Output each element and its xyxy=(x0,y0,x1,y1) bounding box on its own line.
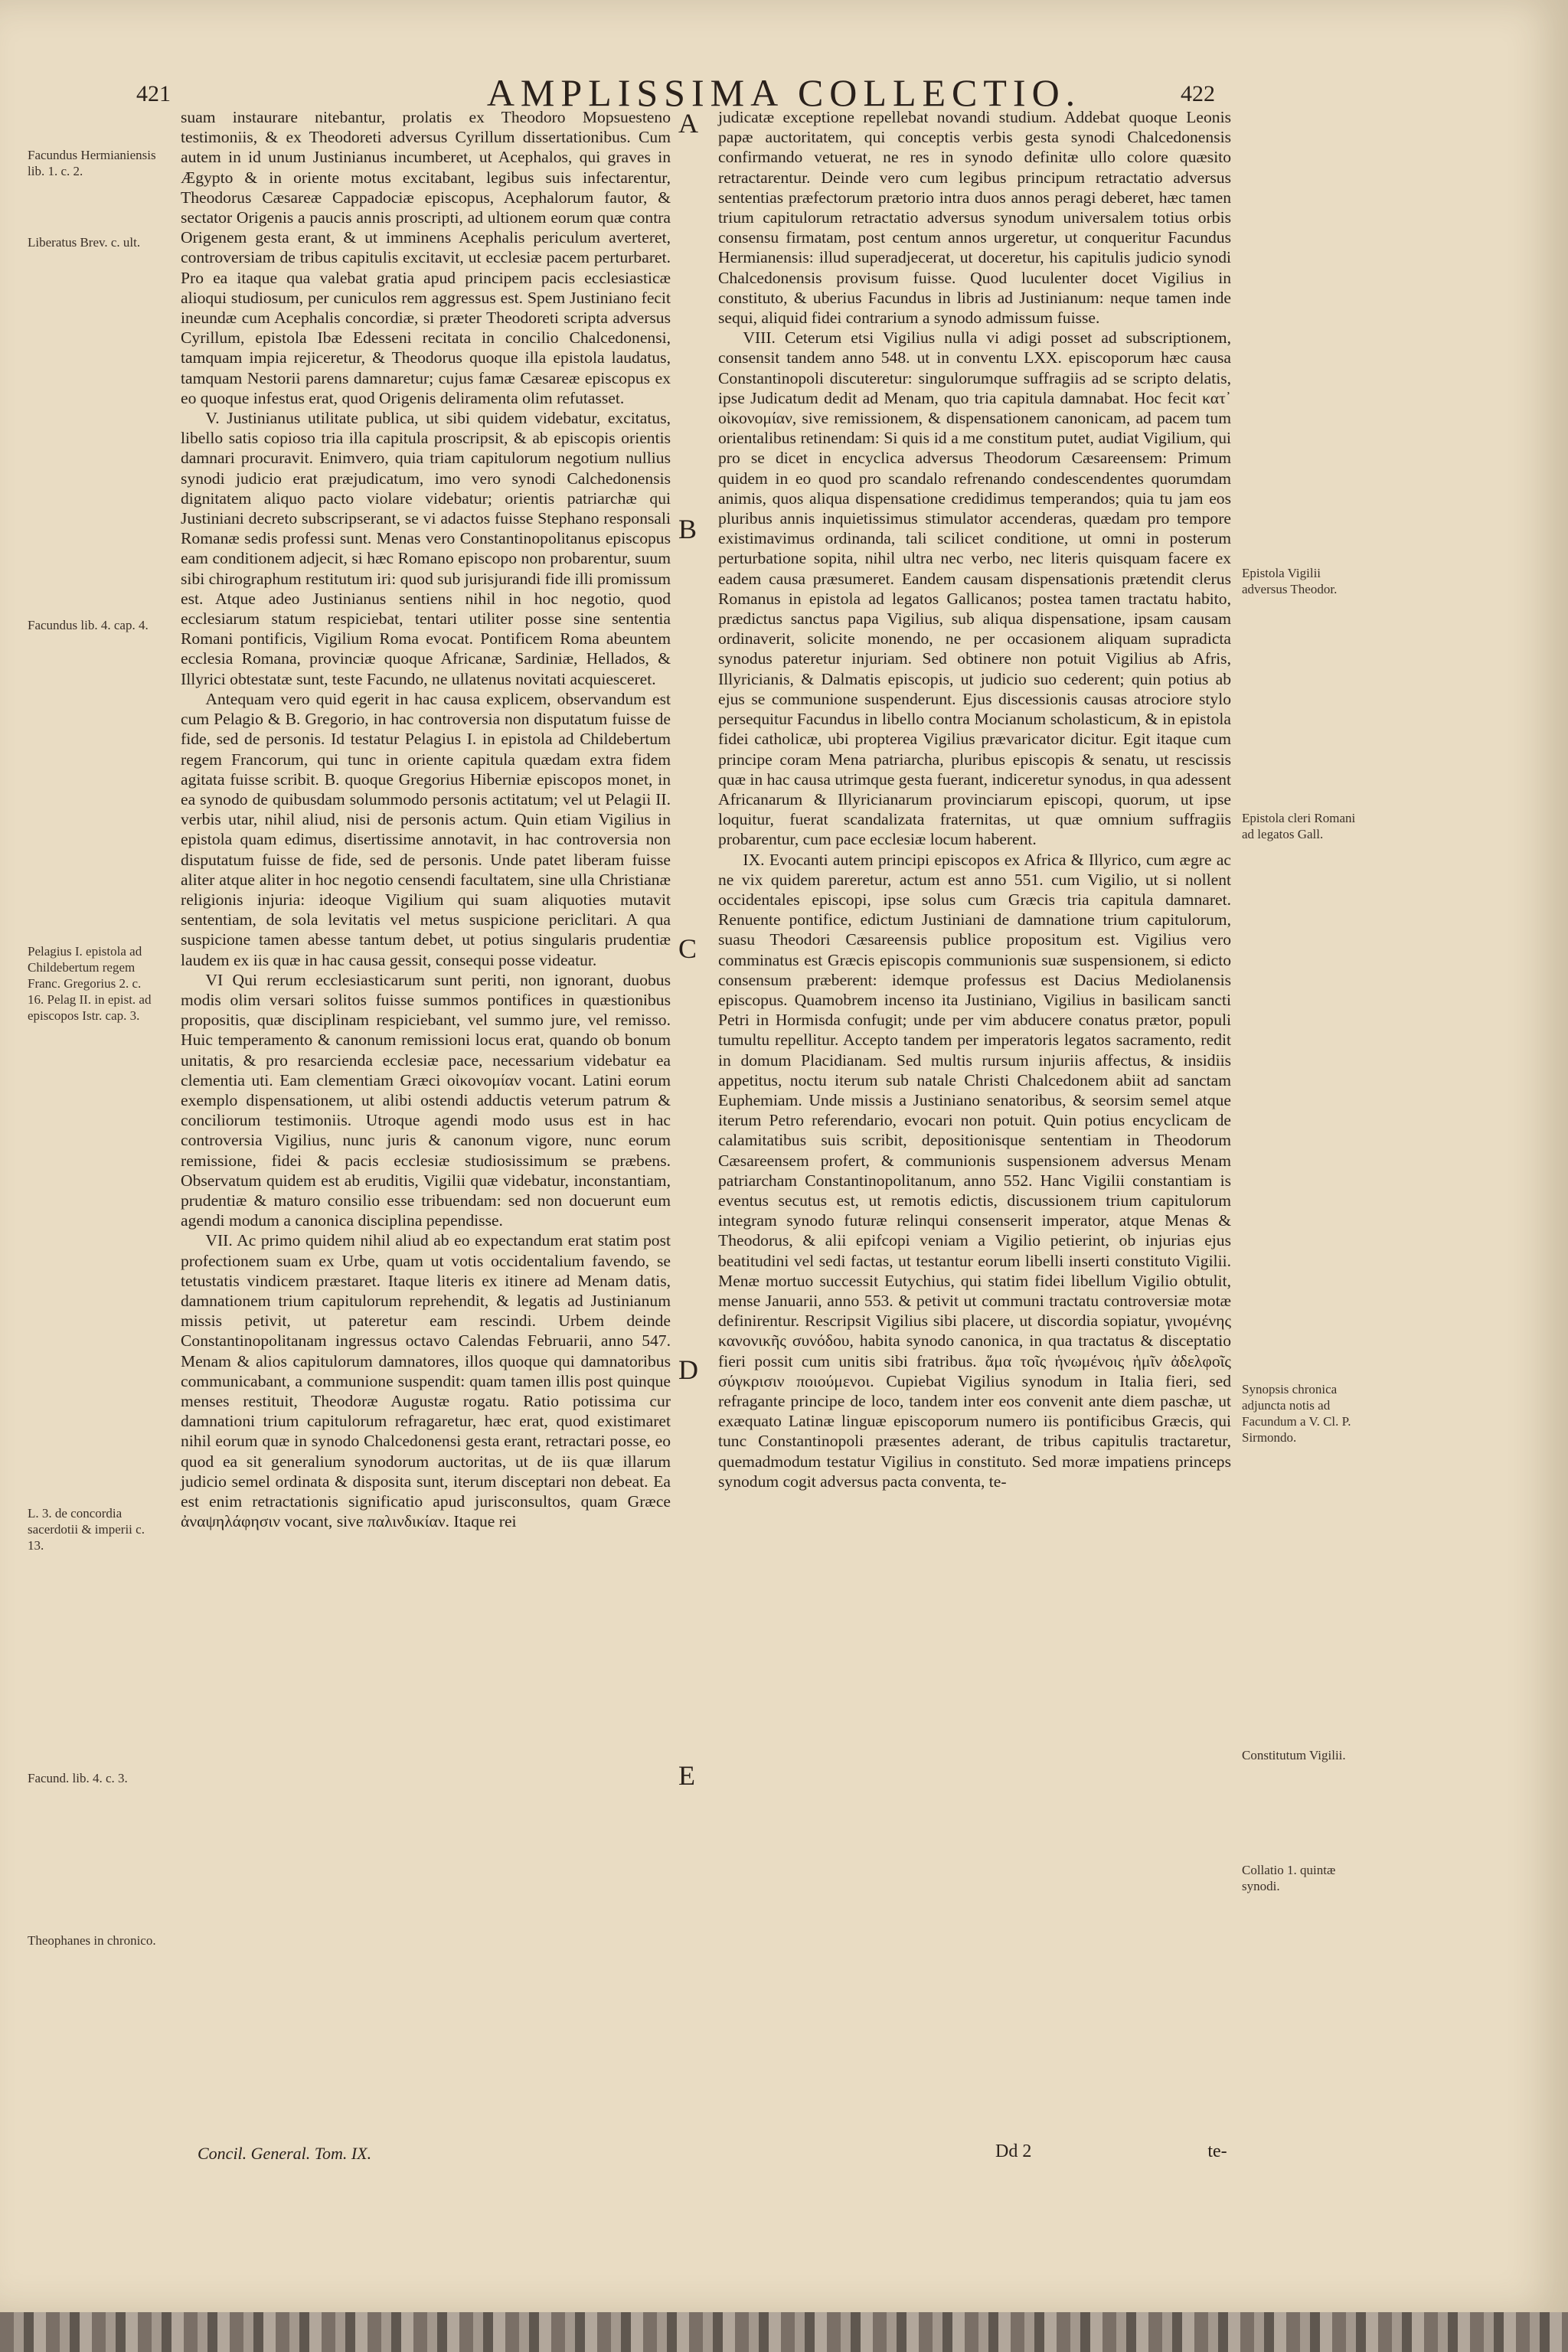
margin-note: Synopsis chronica adjuncta notis ad Facundum a V. Cl. P. Sirmondo. xyxy=(1242,1382,1351,1445)
margin-note: Facund. lib. 4. c. 3. xyxy=(28,1771,128,1785)
footer-marks xyxy=(995,2141,1246,2162)
page-number-right: 422 xyxy=(1181,81,1215,106)
left-text-column xyxy=(181,107,671,1531)
paragraph: VII. Ac primo quidem nihil aliud ab eo expectandum erat statim post profectionem suam ex Urbe, quam ut votis occidentalium favendo, se tetustatis vindicem præstaret. Itaque literis ex itinere ad Menam datis, damnationem trium capitulorum reprehendit, & legatis ad Justinianum missis petivit, ut pateretur eam rescindi. Urbem deinde Constantinopolitanam ingressus octavo Calendas Februarii, anno 547. Menam & alios capitulorum damnatores, illos quoque qui damnatoribus communicabant, a communione suspendit: quam tamen illis post quinque menses restituit, Theodoræ Augustæ rogatu. Ratio potissima cur damnationi trium capitulorum refragaretur, hæc erat, quod existimaret nihil eorum quæ in synodo Chalcedonensi gesta erant, retractari posse, eo quod ea sit generalium synodorum auctoritas, ut de iis quæ illarum judicio semel ordinata & disposita sunt, iterum disceptari non debeat. Ea est enim retractationis significatio apud jurisconsultos, quam Græce ἀναψηλάφησιν vocant, sive παλινδικίαν. Itaque rei xyxy=(181,1231,671,1531)
margin-note: L. 3. de concordia sacerdotii & imperii c. 13. xyxy=(28,1506,145,1553)
right-text-column xyxy=(718,107,1231,1491)
margin-note: Collatio 1. quintæ synodi. xyxy=(1242,1863,1336,1893)
book-edge xyxy=(0,2312,1568,2352)
section-letter: A xyxy=(678,108,698,139)
margin-note: Facundus lib. 4. cap. 4. xyxy=(28,618,149,632)
paragraph: VI Qui rerum ecclesiasticarum sunt periti, non ignorant, duobus modis olim versari solitos fuisse summos pontifices in quæstionibus propositis, quæ disciplinam respiciebant, vel summo jure, vel remisso. Huic temperamento & canonum remissioni locus erat, quando ob bonum unitatis, & pro resarcienda ecclesiæ pace, necessarium videbatur ea clementia uti. Eam clementiam Græci οἰκονομίαν vocant. Latini eorum exemplo dispensationem, ut alibi ostendi adductis veterum patrum & conciliorum testimoniis. Utroque agendi modo usus est in hac controversia Vigilius, nunc juris & canonum vigore, nunc eorum remissione, fidei & pacis ecclesiæ studiosissimum se præbens. Observatum quidem est ab eruditis, Vigilii quæ videbatur, inconstantiam, prudentiæ & maturo consilio esse tribuendam: sed non docuerunt eum agendi modum a canonica disciplina pependisse. xyxy=(181,970,671,1230)
page-number-left: 421 xyxy=(136,81,171,106)
paragraph: VIII. Ceterum etsi Vigilius nulla vi adigi posset ad subscriptionem, consensit tandem anno 548. ut in conventu LXX. episcoporum hæc causa Constantinopoli discuteretur: singulorumque suffragiis ad se scripto delatis, ipse Judicatum dedit ad Menam, quo tria capitula damnabat. Hoc fecit κατ᾿ οἰκονομίαν, sive remissionem, & dispensationem canonicam, ad pacem tum orientalibus retinendam: Si quis id a me constitum putet, audiat Vigilium, qui pro se dicet in encyclica adversus Theodorum Cæsareensem: Primum quidem in eo quod pro scandalo refrenando condescendentes quorumdam animis, quos aliqua dispensatione credidimus temperandos; quia tu jam eos pluribus annis inquietissimus stimulator accenderas, quædam pro tempore existimavimus ordinanda, tali scilicet conditione, ut omni in posterum perturbatione sopita, nihil ultra nec verbo, nec literis quisquam facere ex eadem causa præsumeret. Eandem causam dispensationis prætendit clerus Romanus in epistola ad legatos Gallicanos; postea tamen tractatu habito, prædictus sanctus papa Vigilius, sub aliqua dispensatione, ipsam causam ordinaverit, solicite monendo, ne per occasionem aliquam supradicta synodus pateretur injuriam. Sed obtinere non potuit Vigilius ab Afris, Illyricianis, & Dalmatis episcopis, ut judicio suo cederent; quin potius ab ejus se communione suspenderunt. Ejus discessionis causas atrociore stylo persequitur Facundus in libello contra Mocianum scholasticum, & in epistola fidei catholicæ, ubi propterea Vigilius prævaricator dicitur. Egit itaque cum principe coram Mena patriarcha, pluribus episcopis & senatu, ut rescissis quæ in hac causa utrimque gesta fuerant, indiceretur synodus, in qua adessent Africanarum & Illyricianarum provinciarum episcopi, quorum, ut ipse loquitur, fuerat scandalizata fraternitas, ut quæ omnium suffragiis probarentur, cum pace ecclesiæ locum haberent. xyxy=(718,328,1231,849)
margin-note: Pelagius I. epistola ad Childebertum regem Franc. Gregorius 2. c. 16. Pelag II. in epist. ad episcopos Istr. cap. 3. xyxy=(28,944,152,1023)
margin-note: Epistola Vigilii adversus Theodor. xyxy=(1242,566,1338,596)
margin-note: Epistola cleri Romani ad legatos Gall. xyxy=(1242,811,1356,841)
paragraph: suam instaurare nitebantur, prolatis ex Theodoro Mopsuesteno testimoniis, & ex Theodoreti adversus Cyrillum dissertationibus. Cum autem in id unum Justinianus incumberet, ut Acephalos, qui graves in Ægypto & in oriente motus excitabant, legibus suis infectarentur, Theodorus Cæsareæ Cappadociæ episcopus, Acephalorum fautor, & sectator Origenis a paucis annis proscripti, ad ultionem eorum quæ contra Origenem gesta erant, & ut imminens Acephalis periculum averteret, controversiam de tribus capitulis excitavit, ut ecclesiæ pacem perturbaret. Pro ea itaque qua valebat gratia apud principem pacis ecclesiasticæ alioqui studiosum, per cuniculos rem aggressus est. Spem Justiniano fecit ineundæ cum Acephalis concordiæ, si præter Theodoreti scripta adversus Cyrillum, epistola Ibæ Edesseni recitata in concilio Chalcedonensi, tamquam impia rejiceretur, & Theodorus quoque illa epistola laudatus, tamquam Nestorii parens damnaretur; cujus famæ Cæsareæ episcopus ex eo quoque infestus erat, quod Origenis deliramenta olim refutasset. xyxy=(181,108,671,407)
section-letter: D xyxy=(678,1354,698,1385)
margin-note: Constitutum Vigilii. xyxy=(1242,1748,1346,1762)
signature-line: Concil. General. Tom. IX. xyxy=(198,2144,372,2163)
margin-note: Theophanes in chronico. xyxy=(28,1933,156,1948)
margin-note: Facundus Hermianiensis lib. 1. c. 2. xyxy=(28,148,156,178)
signature-mark: Dd 2 xyxy=(995,2141,1032,2161)
section-letter: C xyxy=(678,933,697,964)
paragraph: IX. Evocanti autem principi episcopos ex Africa & Illyrico, cum ægre ac ne vix quidem pareretur, actum est anno 551. cum Vigilio, ut si nollent occidentales episcopi, ipse solus cum Græcis tria capitula damnaret. Renuente pontifice, edictum Justiniani de damnatione trium capitulorum, suasu Theodori Cæsareensis publice propositum est. Vigilius vero comminatus est Græcis episcopis communionis suæ suspensionem, si edicto consensum præberent: idemque professus est Dacius Mediolanensis episcopus. Quamobrem incenso ita Justiniano, Vigilius in basilicam sancti Petri in Hormisda confugit; unde per vim abducere conatus prætor, populi tumultu repellitur. Accepto tandem per imperatoris legatos sacramento, redit in domum Placidianam. Sed multis rursum injuriis affectus, & insidiis appetitus, noctu iterum sub natale Christi Chalcedonem abiit ad sanctam Euphemiam. Unde missis a Justiniano senatoribus, & seorsim semel atque iterum Petro referendario, evocari non potuit. Quin potius encyclicam de calamitatibus suis scribit, depositionisque sententiam in Theodorum Cæsareensem profert, & communionis suspensionem adversus Menam patriarcham Constantinopolitanum, anno 552. Hanc Vigilii constantiam is eventus secutus est, ut remotis edictis, discussionem trium capitulorum integram synodo futuræ relinqui consenserit imperator, atque Menas & Theodorus, & alii epifcopi veniam a Vigilio petierint, ob injurias ejus beatitudini vel sedi factas, ut testantur eorum libelli inserti constituto Vigilii. Menæ mortuo successit Eutychius, qui statim fidei libellum Vigilio obtulit, mense Januarii, anno 553. & petivit ut communi tractatu controversiæ motæ definirentur. Rescripsit Vigilius sibi placere, ut discordia sopiatur, γινομένης κανονικῆς συνόδου, habita synodo canonica, in qua tractatus & disceptatio fieri possit cum unitis sibi fratribus. ἅμα τοῖς ἡνωμένοις ἡμῖν ἀδελφοῖς σύγκρισιν ποιούμενοι. Cupiebat Vigilius synodum in Italia fieri, sed refragante principe de loco, tandem inter eos convenit ante diem paschæ, ut exæquato Latinæ linguæ episcoporum numero iis pontificibus Græcis, qui tunc Constantinopoli præsentes aderant, de tribus capitulis tractaretur, quemadmodum testatur Vigilius in constituto. Sed moræ impatiens princeps synodum cogit adversus pacta conventa, te- xyxy=(718,850,1231,1491)
paragraph: judicatæ exceptione repellebat novandi studium. Addebat quoque Leonis papæ auctoritatem, qui conceptis verbis gesta synodi Chalcedonensis confirmando vetuerat, ne res in synodo definitæ ullo colore quæsito retractarentur. Deinde vero cum legibus principum retractatio adversus sententias præfectorum prætorio intra duos annos peragi deberet, hæc tamen trium capitulorum retractatio adversus synodum universalem totius orbis consensu firmatam, post centum annos urgeretur, ut conqueritur Facundus Hermianensis: illud superadjecerat, ut doceretur, his capitulis judicio synodi Chalcedonensis provisum fuisse. Quod luculenter docet Vigilius in constituto, & uberius Facundus in libris ad Justinianum: neque tamen inde sequi, aliquid fidei contrarium a synodo admissum fuisse. xyxy=(718,108,1231,328)
paragraph: V. Justinianus utilitate publica, ut sibi quidem videbatur, excitatus, libello satis copioso tria illa capitula proscripsit, & ab episcopis orientis damnari procuravit. Enimvero, quia triam capitulorum negotium nullius synodi judicio erat præjudicatum, imo vero synodi Calchedonensis dignitatem aliquo pacto violare videbatur; orientis patriarchæ qui Justiniani decreto subscripserant, se vi adactos fuisse Stephano responsali Romanæ sedis professi sunt. Menas vero Constantinopolitanus episcopus eam conditionem adjecit, si hæc Romano episcopo non probarentur, suum sibi chirographum restitutum iri: quod sub jurisjurandi fide illi promissum est. Atque adeo Justinianus sentiens nihil in hoc negotio, quod ecclesiarum statum respiciebat, tentari utiliter posse sine sententia Romani pontificis, Vigilium Roma evocat. Pontificem Roma abeuntem ecclesia Romana, provinciæ quoque Africanæ, Sardiniæ, Hellados, & Illyrici obtestatæ sunt, teste Facundo, ne ullatenus novitati acquiesceret. xyxy=(181,409,671,688)
margin-note: Liberatus Brev. c. ult. xyxy=(28,235,141,250)
paragraph: Antequam vero quid egerit in hac causa explicem, observandum est cum Pelagio & B. Gregorio, in hac controversia non disputatum fuisse de fide, sed de personis. Id testatur Pelagius I. in epistola ad Childebertum regem Francorum, qui tunc in oriente capitula quædam extra fidem agitata fuisse scribit. B. quoque Gregorius Hiberniæ episcopos monet, in ea synodo de quibusdam solummodo personis actitatum; vel ut Pelagii II. verbis utar, nihil aliud, nisi de personis actum. Quin etiam Vigilius in epistola quam edimus, disertissime annotavit, in hac controversia non disputatum fuisse de fide, sed de personis. Unde patet liberam fuisse aliter atque aliter in hoc negotio censendi facultatem, sine ulla Christianæ religionis injuria: ideoque Vigilium qui suam aliquoties mutavit sententiam, de sola levitatis vel metus suspicione periclitari. A qua suspicione tamen abesse tantum debet, ut potius singularis prudentiæ laudem ex iis quæ in hac causa gessit, consequi posse videatur. xyxy=(181,689,671,969)
section-letter: B xyxy=(678,514,697,544)
catchword: te- xyxy=(1207,2141,1227,2161)
section-letter: E xyxy=(678,1760,695,1791)
running-title: AMPLISSIMA COLLECTIO. xyxy=(486,71,1082,114)
